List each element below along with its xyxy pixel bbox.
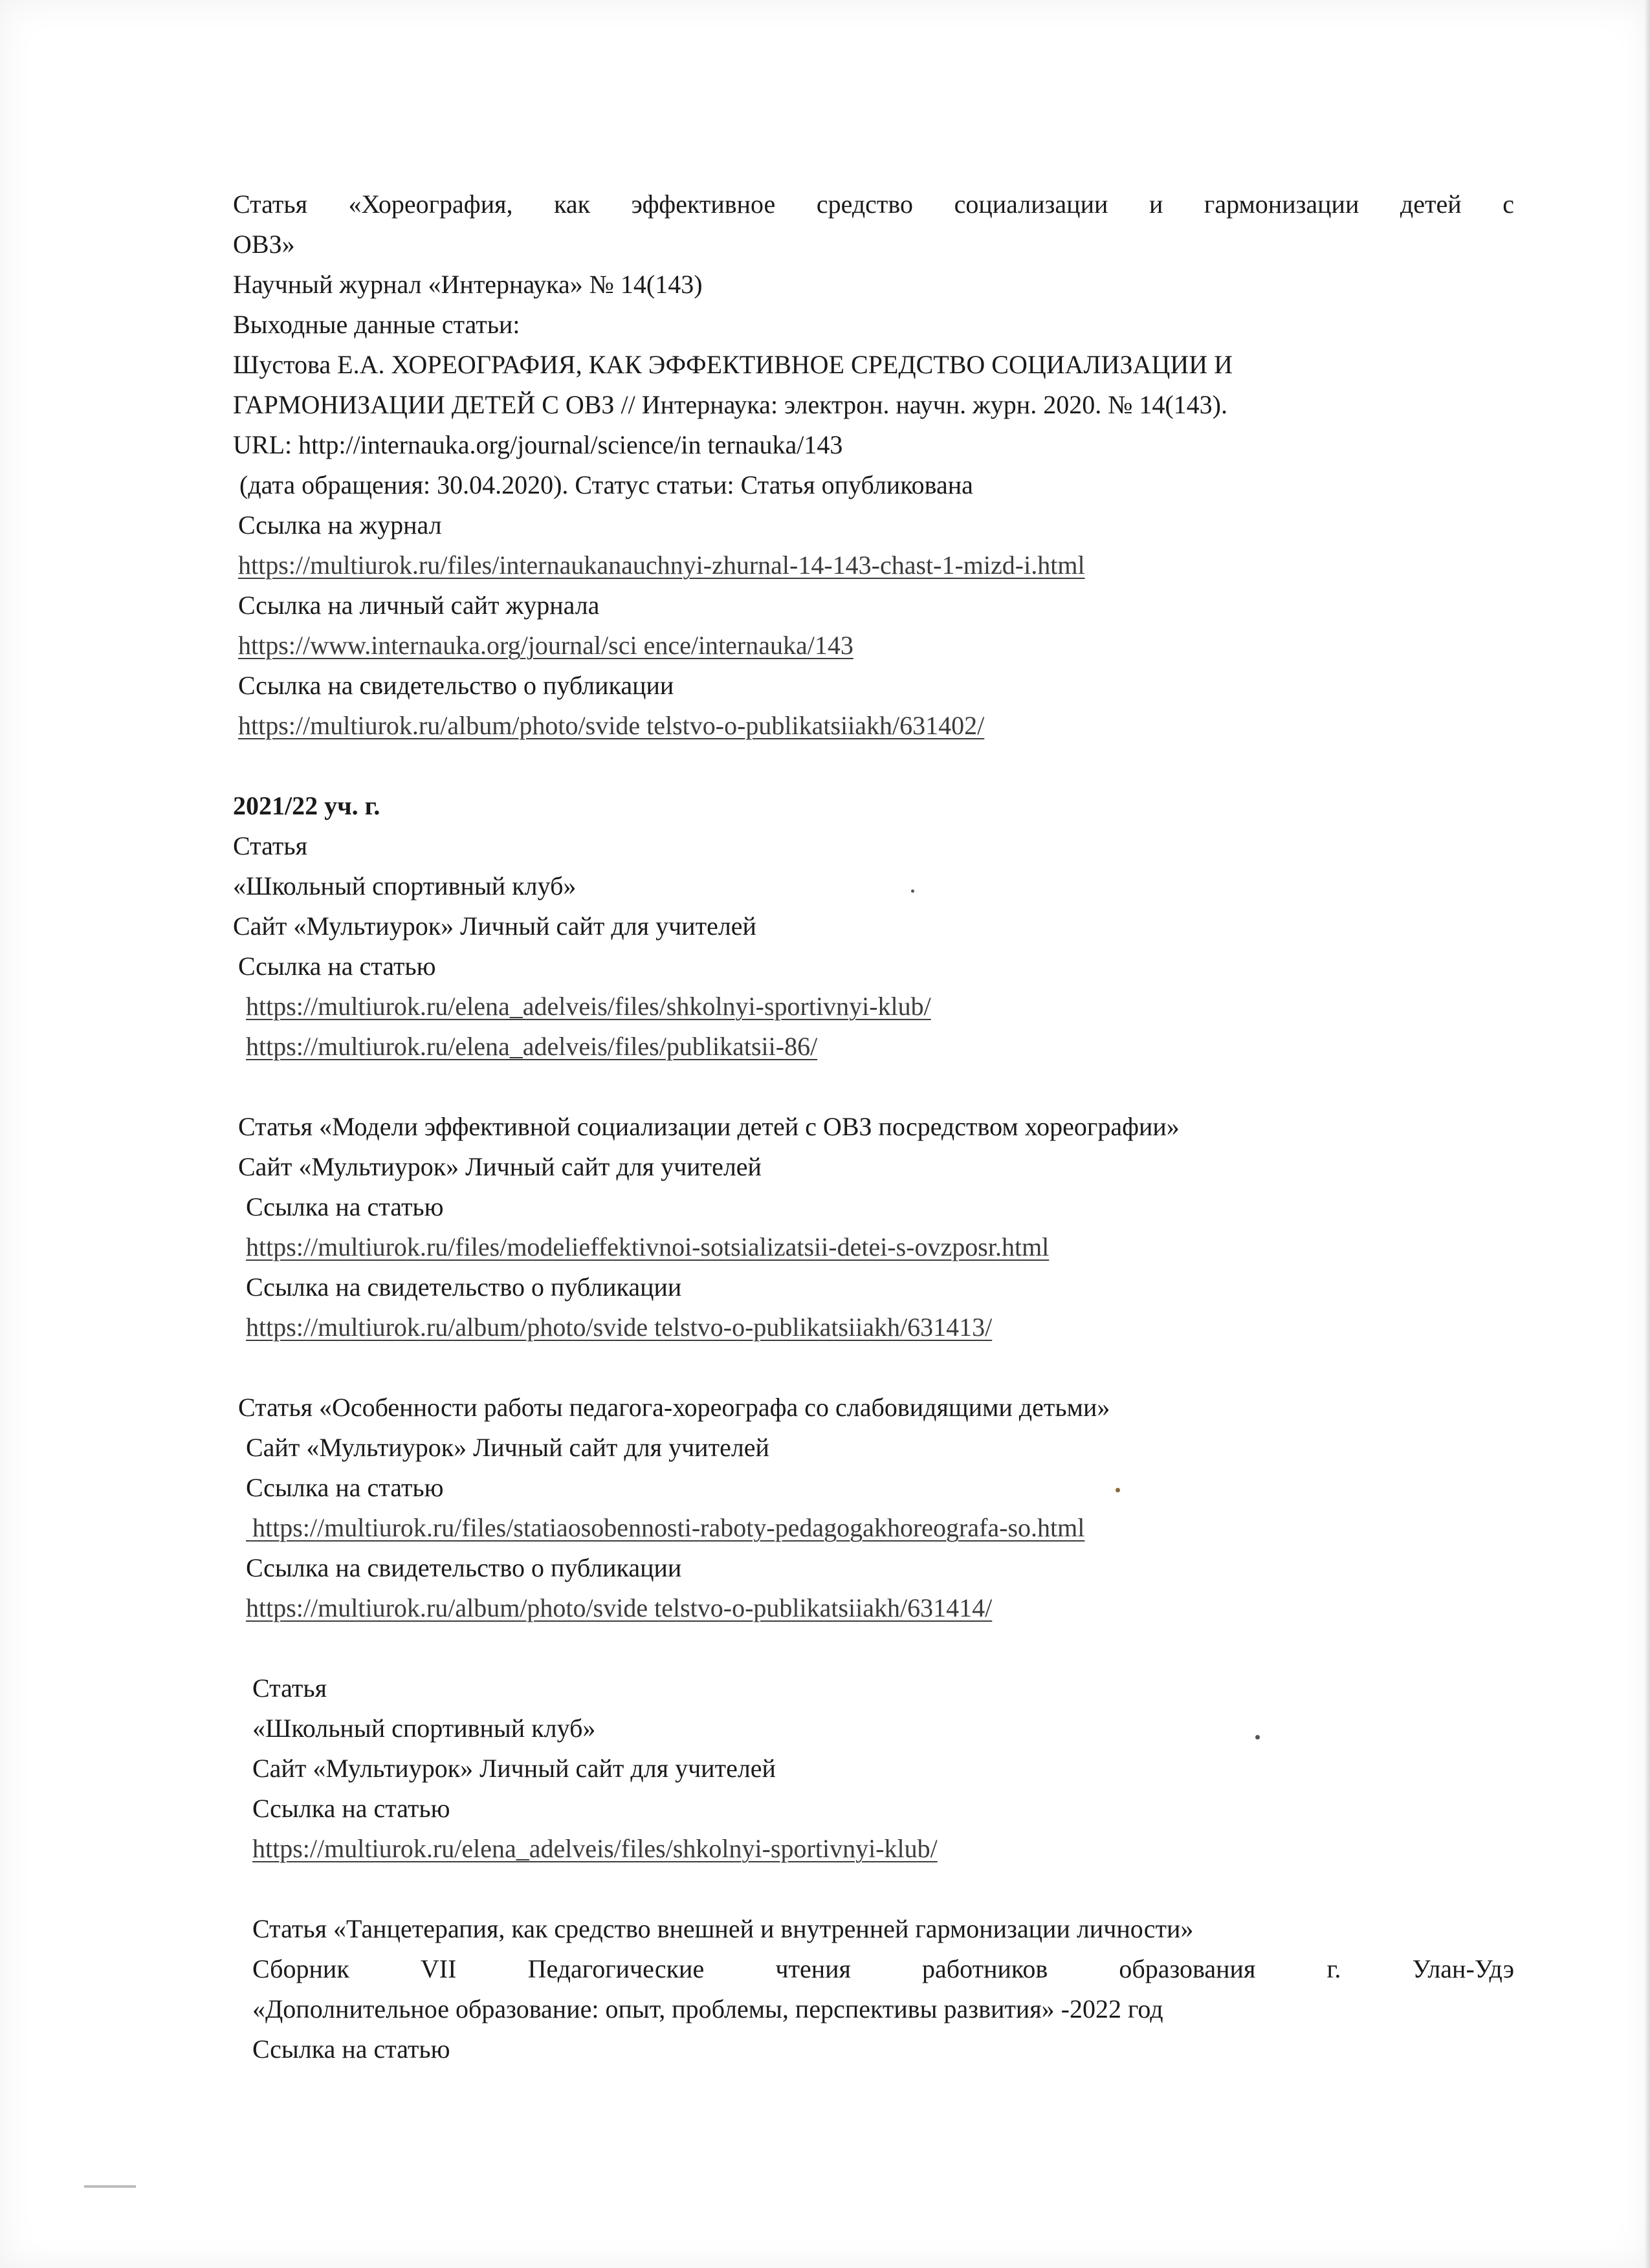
article-6 xyxy=(233,1909,1514,2069)
article-4 xyxy=(233,1388,1514,1628)
article-1-site-link-label: Ссылка на личный сайт журнала xyxy=(238,591,600,620)
article-4-site: Сайт «Мультиурок» Личный сайт для учителей xyxy=(246,1433,769,1462)
article-1-citation-line4: (дата обращения: 30.04.2020). Статус статьи: Статья опубликована xyxy=(233,470,973,499)
article-2-title: «Школьный спортивный клуб» xyxy=(233,871,577,900)
article-4-link[interactable]: https://multiurok.ru/files/statiaosobennosti-raboty-pedagogakhoreografa-so.html xyxy=(246,1513,1085,1542)
year-heading: 2021/22 уч. г. xyxy=(233,791,380,820)
article-6-collection-line1: Сборник VII Педагогические чтения работников образования г. Улан-Удэ xyxy=(252,1954,1514,1983)
article-2 xyxy=(233,826,1514,1067)
article-2-link-label: Ссылка на статью xyxy=(238,952,436,981)
article-1-title-line2: ОВЗ» xyxy=(233,230,295,259)
article-1-title-line1: Статья «Хореография, как эффективное средство социализации и гармонизации детей с xyxy=(233,190,1514,219)
scan-mark xyxy=(84,2185,136,2188)
article-2-type: Статья xyxy=(233,831,307,860)
article-1-journal-link[interactable]: https://multiurok.ru/files/internaukanauchnyi-zhurnal-14-143-chast-1-mizd-i.html xyxy=(238,551,1085,580)
article-1-cert-link-label: Ссылка на свидетельство о публикации xyxy=(238,671,674,700)
article-5-link-label: Ссылка на статью xyxy=(252,1794,450,1823)
article-5-type: Статья xyxy=(252,1674,327,1703)
article-2-site: Сайт «Мультиурок» Личный сайт для учителей xyxy=(233,911,756,941)
article-1-output-label: Выходные данные статьи: xyxy=(233,310,520,339)
article-6-collection-line2: «Дополнительное образование: опыт, проблемы, перспективы развития» -2022 год xyxy=(252,1994,1163,2023)
article-5-title: «Школьный спортивный клуб» xyxy=(252,1714,596,1743)
article-3-cert-label: Ссылка на свидетельство о публикации xyxy=(246,1272,682,1302)
article-1-journal-link-label: Ссылка на журнал xyxy=(238,510,442,540)
article-5-link[interactable]: https://multiurok.ru/elena_adelveis/files/shkolnyi-sportivnyi-klub/ xyxy=(252,1834,938,1863)
article-1-site-link[interactable]: https://www.internauka.org/journal/sci ence/internauka/143 xyxy=(238,631,853,660)
document-page xyxy=(233,184,1514,2069)
article-3-link[interactable]: https://multiurok.ru/files/modelieffektivnoi-sotsializatsii-detei-s-ovzposr.html xyxy=(246,1232,1050,1261)
article-3-title: Статья «Модели эффективной социализации детей с ОВЗ посредством хореографии» xyxy=(238,1112,1180,1141)
article-6-link-label: Ссылка на статью xyxy=(252,2034,450,2064)
article-3-cert-link[interactable]: https://multiurok.ru/album/photo/svide telstvo-o-publikatsiiakh/631413/ xyxy=(246,1313,993,1342)
article-2-link-2[interactable]: https://multiurok.ru/elena_adelveis/files/publikatsii-86/ xyxy=(246,1032,818,1061)
article-5 xyxy=(233,1668,1514,1869)
article-4-cert-label: Ссылка на свидетельство о публикации xyxy=(246,1553,682,1582)
article-1-citation-line3: URL: http://internauka.org/journal/science/in ternauka/143 xyxy=(233,430,843,459)
article-6-title: Статья «Танцетерапия, как средство внешней и внутренней гармонизации личности» xyxy=(252,1914,1194,1943)
scan-speck xyxy=(1116,1488,1120,1492)
scan-speck xyxy=(911,889,914,893)
article-5-site: Сайт «Мультиурок» Личный сайт для учителей xyxy=(252,1754,776,1783)
article-1-journal: Научный журнал «Интернаука» № 14(143) xyxy=(233,270,703,299)
scan-speck xyxy=(1255,1735,1260,1739)
article-2-link-1[interactable]: https://multiurok.ru/elena_adelveis/files/shkolnyi-sportivnyi-klub/ xyxy=(246,992,931,1021)
article-3 xyxy=(233,1107,1514,1347)
article-3-site: Сайт «Мультиурок» Личный сайт для учителей xyxy=(238,1152,762,1181)
article-1 xyxy=(233,184,1514,746)
article-1-citation-line2: ГАРМОНИЗАЦИИ ДЕТЕЙ С ОВЗ // Интернаука: электрон. научн. журн. 2020. № 14(143). xyxy=(233,390,1227,419)
article-1-citation-line1: Шустова Е.А. ХОРЕОГРАФИЯ, КАК ЭФФЕКТИВНОЕ СРЕДСТВО СОЦИАЛИЗАЦИИ И xyxy=(233,350,1233,379)
article-3-link-label: Ссылка на статью xyxy=(246,1192,444,1221)
article-1-cert-link[interactable]: https://multiurok.ru/album/photo/svide telstvo-o-publikatsiiakh/631402/ xyxy=(238,711,985,740)
scan-right-edge xyxy=(1645,0,1650,2268)
article-4-cert-link[interactable]: https://multiurok.ru/album/photo/svide telstvo-o-publikatsiiakh/631414/ xyxy=(246,1593,993,1622)
article-4-title: Статья «Особенности работы педагога-хореографа со слабовидящими детьми» xyxy=(238,1393,1110,1422)
article-4-link-label: Ссылка на статью xyxy=(246,1473,444,1502)
